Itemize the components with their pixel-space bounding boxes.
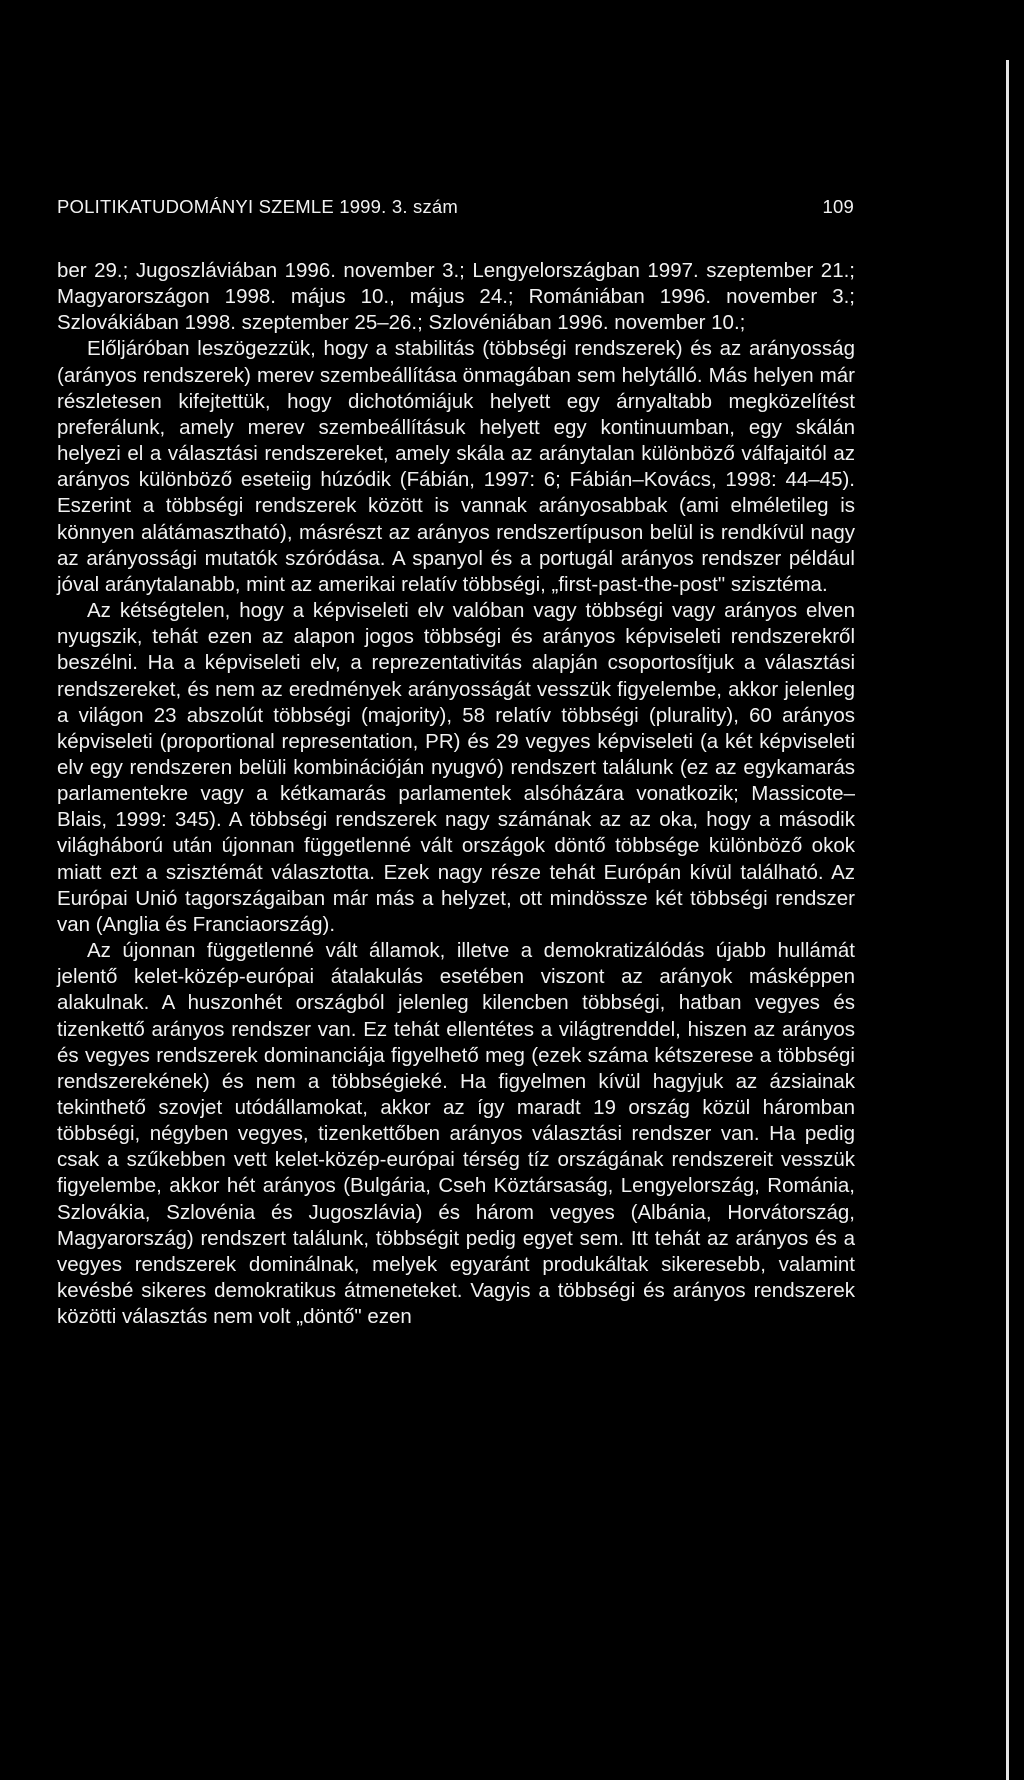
scan-edge-line [1006, 60, 1009, 1780]
paragraph: Az újonnan függetlenné vált államok, illetve a demokratizálódás újabb hullámát jelentő kelet-közép-európai átalakulás esetében viszont az arányok másképpen alakulnak. A huszonhét országból jelenleg kilencben többségi, hatban vegyes és tizenkettő arányos rendszer van. Ez tehát ellentétes a világtrenddel, hiszen az arányos és vegyes rendszerek dominanciája figyelhető meg (ezek száma kétszerese a többségi rendszerekének) és nem a többségieké. Ha figyelmen kívül hagyjuk az ázsiainak tekinthető szovjet utódállamokat, akkor az így maradt 19 ország közül háromban többségi, négyben vegyes, tizenkettőben arányos választási rendszer van. Ha pedig csak a szűkebben vett kelet-közép-európai térség tíz országának rendszereit vesszük figyelembe, akkor hét arányos (Bulgária, Cseh Köztársaság, Lengyelország, Románia, Szlovákia, Szlovénia és Jugoszlávia) és három vegyes (Albánia, Horvátország, Magyarország) rendszert találunk, többségit pedig egyet sem. Itt tehát az arányos és a vegyes rendszerek dominálnak, melyek egyaránt produkáltak sikeresebb, valamint kevésbé sikeres demokratikus átmeneteket. Vagyis a többségi és arányos rendszerek közötti választás nem volt „döntő" ezen [57, 939, 855, 1329]
body-text [57, 258, 855, 1330]
paragraph-continuation: ber 29.; Jugoszláviában 1996. november 3.; Lengyelországban 1997. szeptember 21.; Magyarországon 1998. május 10., május 24.; Romániában 1996. november 3.; Szlovákiában 1998. szeptember 25–26.; Szlovéniában 1996. november 10.; [57, 259, 855, 335]
running-header [57, 196, 854, 224]
page-number: 109 [822, 196, 854, 217]
journal-title: POLITIKATUDOMÁNYI SZEMLE 1999. 3. szám [57, 196, 459, 217]
paragraph: Előljáróban leszögezzük, hogy a stabilitás (többségi rendszerek) és az arányosság (arányos rendszerek) merev szembeállítása önmagában sem helytálló. Más helyen már részletesen kifejtettük, hogy dichotómiájuk helyett egy árnyaltabb megközelítést preferálunk, amely merev szembeállításuk helyett egy kontinuumban, egy skálán helyezi el a választási rendszereket, amely skála az aránytalan különböző válfajaitól az arányos különböző eseteiig húzódik (Fábián, 1997: 6; Fábián–Kovács, 1998: 44–45). Eszerint a többségi rendszerek között is vannak arányosabbak (ami elméletileg is könnyen alátámasztható), másrészt az arányos rendszertípuson belül is rendkívül nagy az arányossági mutatók szóródása. A spanyol és a portugál arányos rendszer például jóval aránytalanabb, mint az amerikai relatív többségi, „first-past-the-post" szisztéma. [57, 337, 855, 596]
paragraph: Az kétségtelen, hogy a képviseleti elv valóban vagy többségi vagy arányos elven nyugszik, tehát ezen az alapon jogos többségi és arányos képviseleti rendszerekről beszélni. Ha a képviseleti elv, a reprezentativitás alapján csoportosítjuk a választási rendszereket, és nem az eredmények arányosságát vesszük figyelembe, akkor jelenleg a világon 23 abszolút többségi (majority), 58 relatív többségi (plurality), 60 arányos képviseleti (proportional representation, PR) és 29 vegyes képviseleti (a két képviseleti elv egy rendszeren belüli kombinációján nyugvó) rendszert találunk (ez az egykamarás parlamentekre vagy a kétkamarás parlamentek alsóházára vonatkozik; Massicote–Blais, 1999: 345). A többségi rendszerek nagy számának az az oka, hogy a második világháború után újonnan függetlenné vált országok döntő többsége különböző okok miatt ezt a szisztémát választotta. Ezek nagy része tehát Európán kívül található. Az Európai Unió tagországaiban már más a helyzet, ott mindössze két többségi rendszer van (Anglia és Franciaország). [57, 599, 855, 936]
